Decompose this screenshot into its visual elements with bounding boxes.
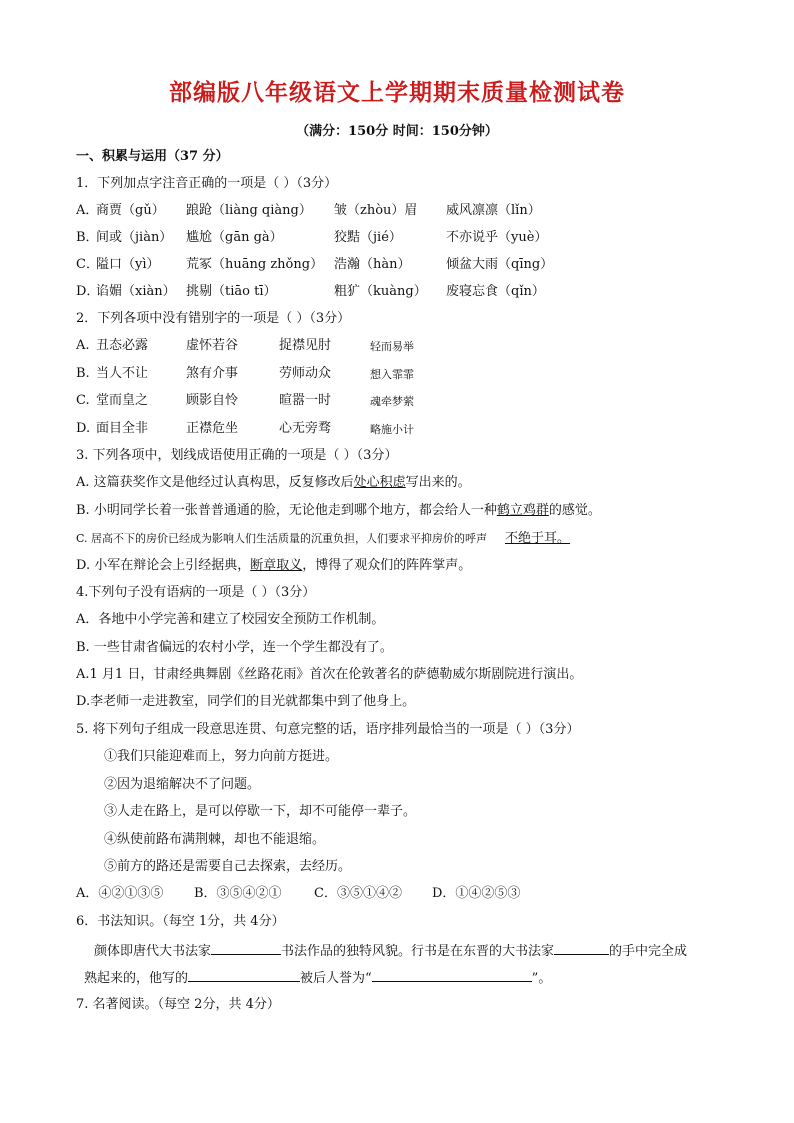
q2-stem: 2．下列各项中没有错别字的一项是（ ）（3分） <box>76 311 351 326</box>
q3-a-pre: A. 这篇获奖作文是他经过认真构思，反复修改后 <box>76 475 354 490</box>
q3-option-c <box>76 530 570 548</box>
q5-sentence-2: ②因为退缩解决不了问题。 <box>104 777 261 792</box>
q2-c-item4: 魂牵梦萦 <box>370 395 414 408</box>
q3-a-post: 写出来的。 <box>405 475 471 490</box>
q1-a-label: A． <box>76 203 99 218</box>
exam-subtitle: （满分：150分 时间：150分钟） <box>296 124 498 139</box>
q1-stem: 1．下列加点字注音正确的一项是（ ）（3分） <box>76 176 338 191</box>
q2-b-item1: 当人不让 <box>96 366 149 381</box>
q5-option-c: C．③⑤①④② <box>314 886 402 901</box>
q6-blank-2[interactable] <box>554 941 609 955</box>
q6-text-2c: ”。 <box>531 971 552 986</box>
q1-c-item3: 浩瀚（hàn） <box>334 257 411 272</box>
q2-d-item3: 心无旁骛 <box>279 421 332 436</box>
q1-c-item4: 倾盆大雨（qīng） <box>446 257 554 272</box>
q1-a-item3: 皱（zhòu）眉 <box>334 203 418 218</box>
q7-stem: 7. 名著阅读。（每空 2分，共 4分） <box>76 997 280 1012</box>
q3-option-a <box>76 474 471 492</box>
q3-a-idiom: 处心积虑 <box>353 475 406 490</box>
q4-option-c: A.1 月1 日，甘肃经典舞剧《丝路花雨》首次在伦敦著名的萨德勒威尔斯剧院进行演出。 <box>76 667 583 682</box>
q5-sentence-1: ①我们只能迎难而上，努力向前方挺进。 <box>104 749 339 764</box>
q6-stem: 6．书法知识。（每空 1分，共 4分） <box>76 914 285 929</box>
q2-b-item2: 煞有介事 <box>186 366 239 381</box>
q5-option-a: A．④②①③⑤ <box>76 886 164 901</box>
q1-b-label: B． <box>76 230 99 245</box>
q6-blank-4[interactable] <box>372 968 532 982</box>
q6-text-1a: 颜体即唐代大书法家 <box>94 944 212 959</box>
q1-c-item2: 荒冢（huāng zhǒng） <box>186 257 324 272</box>
q3-d-idiom: 断章取义 <box>250 558 303 573</box>
q5-sentence-5: ⑤前方的路还是需要自己去探索，去经历。 <box>104 859 352 874</box>
q2-b-label: B. <box>76 366 90 381</box>
q1-b-item2: 尴尬（gān gà） <box>186 230 283 245</box>
q5-sentence-3: ③人走在路上，是可以停歇一下，却不可能停一辈子。 <box>104 804 417 819</box>
q3-d-pre: D. 小军在辩论会上引经据典， <box>76 558 251 573</box>
q3-b-idiom: 鹤立鸡群 <box>496 503 549 518</box>
q3-c-idiom: 不绝于耳。 <box>505 531 571 546</box>
q2-c-item1: 堂而皇之 <box>96 393 149 408</box>
q6-text-1b: 书法作品的独特风貌。行书是在东晋的大书法家 <box>281 944 555 959</box>
q3-option-d <box>76 557 471 575</box>
q2-a-item3: 捉襟见肘 <box>279 338 332 353</box>
q1-b-item1: 间或（jiàn） <box>96 230 173 245</box>
q2-c-label: C. <box>76 393 90 408</box>
q6-text-2b: 被后人誉为“ <box>300 971 372 986</box>
q2-d-label: D. <box>76 421 91 436</box>
q1-d-label: D． <box>76 284 100 299</box>
q2-a-item4: 轻而易举 <box>370 340 414 353</box>
q2-a-item2: 虚怀若谷 <box>186 338 239 353</box>
q3-b-pre: B. 小明同学长着一张普普通通的脸，无论他走到哪个地方，都会给人一种 <box>76 503 497 518</box>
q3-c-pre: C. 居高不下的房价已经成为影响人们生活质量的沉重负担，人们要求平抑房价的呼声 <box>76 532 488 545</box>
q1-d-item2: 挑剔（tiāo tī） <box>186 284 277 299</box>
q4-option-b: B. 一些甘肃省偏远的农村小学，连一个学生都没有了。 <box>76 640 393 655</box>
q6-text-2a: 熟起来的，他写的 <box>84 971 189 986</box>
q3-d-post: ，博得了观众们的阵阵掌声。 <box>302 558 472 573</box>
q1-a-item2: 踉跄（liàng qiàng） <box>186 203 312 218</box>
q2-a-item1: 丑态必露 <box>96 338 149 353</box>
q1-b-item3: 狡黠（jié） <box>334 230 402 245</box>
q1-d-item1: 谄媚（xiàn） <box>96 284 176 299</box>
q2-d-item4: 略施小计 <box>370 423 414 436</box>
q2-a-label: A. <box>76 338 90 353</box>
q6-paragraph-line2 <box>84 968 551 988</box>
q6-blank-1[interactable] <box>211 941 281 955</box>
q5-option-d: D．①④②⑤③ <box>432 886 521 901</box>
q5-stem: 5. 将下列句子组成一段意思连贯、句意完整的话，语序排列最恰当的一项是（ ）（3分） <box>76 722 580 737</box>
q1-c-label: C． <box>76 257 99 272</box>
q5-option-b: B．③⑤④②① <box>194 886 282 901</box>
q2-c-item2: 顾影自怜 <box>186 393 239 408</box>
q3-b-post: 的感觉。 <box>548 503 601 518</box>
q1-a-item4: 威风凛凛（lǐn） <box>446 203 541 218</box>
q6-paragraph-line1 <box>94 941 687 961</box>
q2-c-item3: 暄嚣一时 <box>279 393 332 408</box>
q3-option-b <box>76 502 601 520</box>
exam-title: 部编版八年级语文上学期期末质量检测试卷 <box>169 80 625 106</box>
section-1-heading: 一、积累与运用（37 分） <box>76 149 229 164</box>
q1-b-item4: 不亦说乎（yuè） <box>446 230 548 245</box>
q2-b-item4: 想入霏霏 <box>370 368 414 381</box>
q1-d-item4: 废寝忘食（qǐn） <box>446 284 545 299</box>
q1-d-item3: 粗犷（kuàng） <box>334 284 427 299</box>
q2-b-item3: 劳师动众 <box>279 366 332 381</box>
q2-d-item1: 面目全非 <box>96 421 149 436</box>
q4-option-a: A．各地中小学完善和建立了校园安全预防工作机制。 <box>76 612 385 627</box>
q6-blank-3[interactable] <box>188 968 300 982</box>
q5-sentence-4: ④纵使前路布满荆棘，却也不能退缩。 <box>104 832 326 847</box>
q2-d-item2: 正襟危坐 <box>186 421 239 436</box>
q6-text-1c: 的手中完全成 <box>609 944 688 959</box>
q3-stem: 3. 下列各项中，划线成语使用正确的一项是（ ）（3分） <box>76 448 398 463</box>
q4-stem: 4.下列句子没有语病的一项是（ ）（3分） <box>76 585 316 600</box>
q1-c-item1: 隘口（yì） <box>96 257 160 272</box>
q1-a-item1: 商贾（gǔ） <box>96 203 165 218</box>
q4-option-d: D.李老师一走进教室，同学们的目光就都集中到了他身上。 <box>76 694 416 709</box>
